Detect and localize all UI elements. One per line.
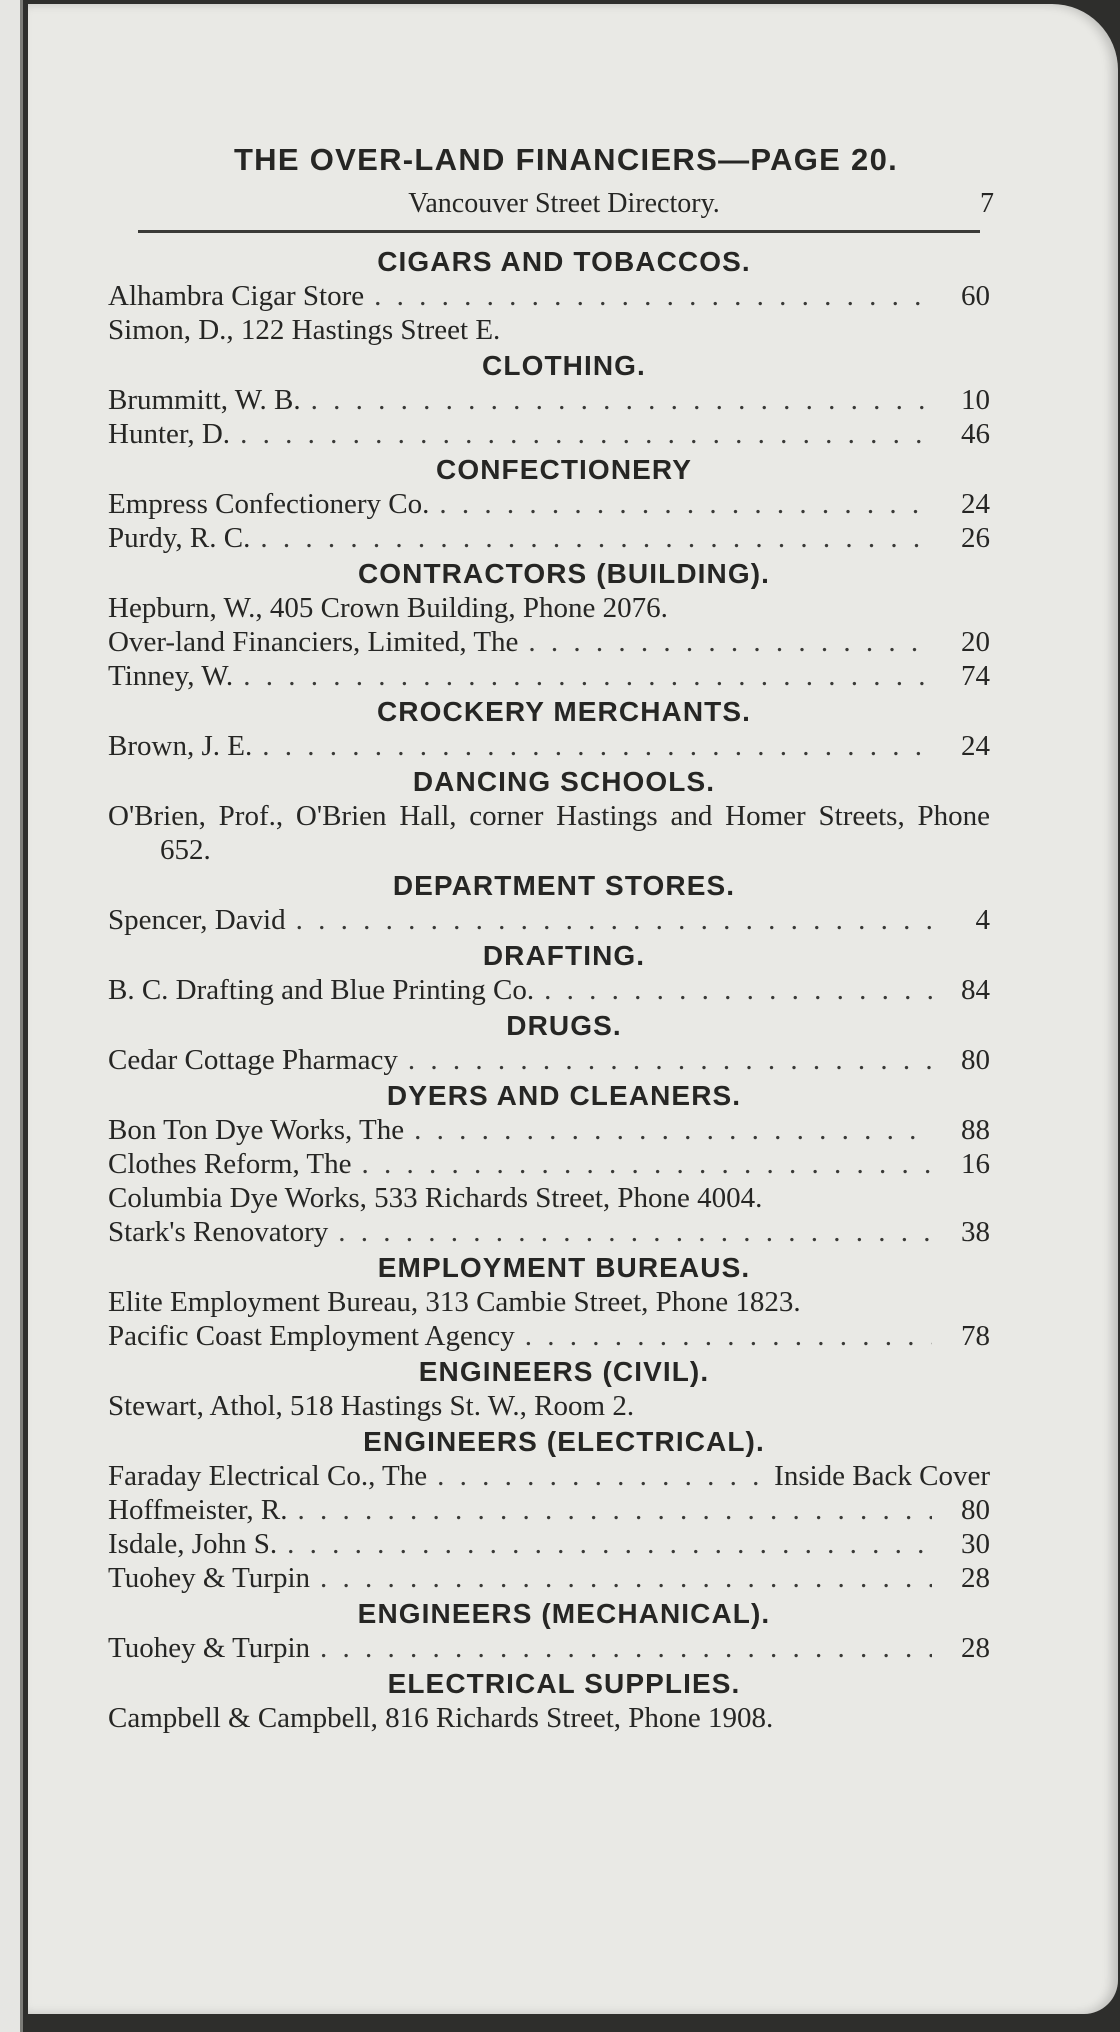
dot-leader (262, 729, 932, 763)
listing-name: Bon Ton Dye Works, The (108, 1114, 405, 1146)
listing-name: Hoffmeister, R. (108, 1494, 288, 1526)
listing-name: Stark's Renovatory (108, 1216, 329, 1248)
listing-entry (108, 1459, 990, 1493)
listing-entry (108, 383, 990, 417)
section-heading: ENGINEERS (CIVIL). (418, 1356, 710, 1387)
listing-page: 38 (961, 1216, 990, 1248)
listing-entry (108, 1631, 990, 1665)
listing-name: Empress Confectionery Co. (108, 488, 430, 520)
page-number: 7 (980, 188, 994, 219)
listing-name: Tuohey & Turpin (108, 1562, 311, 1594)
listing-name: Tinney, W. (108, 660, 234, 692)
dot-leader (439, 487, 932, 521)
listing-entry (108, 659, 990, 693)
listing-page: 84 (961, 974, 990, 1006)
listing-entry (108, 729, 990, 763)
dot-leader (414, 1113, 932, 1147)
listing-entry: Campbell & Campbell, 816 Richards Street, Phone 1908. (108, 1702, 774, 1734)
listing-entry (108, 1561, 990, 1595)
listing-name: Clothes Reform, The (108, 1148, 352, 1180)
listing-entry (108, 521, 990, 555)
listing-entry: Columbia Dye Works, 533 Richards Street, Phone 4004. (108, 1182, 763, 1214)
section-heading: CLOTHING. (482, 350, 646, 381)
listing-entry (108, 1527, 990, 1561)
listing-name: Alhambra Cigar Store (108, 280, 365, 312)
listing-name: Cedar Cottage Pharmacy (108, 1044, 398, 1076)
listing-page: 24 (961, 730, 990, 762)
listing-entry: O'Brien, Prof., O'Brien Hall, corner Hastings and Homer Streets, Phone 652. (108, 800, 990, 866)
listing-entry (108, 903, 990, 937)
listing-entry: Simon, D., 122 Hastings Street E. (108, 314, 501, 346)
section-heading: DEPARTMENT STORES. (392, 870, 736, 901)
listing-page: 16 (961, 1148, 990, 1180)
header-rule (138, 230, 980, 233)
listing-page: 4 (975, 904, 990, 936)
listing-entry (108, 487, 990, 521)
dot-leader (260, 521, 932, 555)
listing-page: 26 (961, 522, 990, 554)
dot-leader (311, 383, 932, 417)
section-heading: CIGARS AND TOBACCOS. (377, 246, 751, 277)
listing-entry: Elite Employment Bureau, 313 Cambie Street, Phone 1823. (108, 1286, 801, 1318)
directory-page (28, 4, 1118, 2014)
listing-entry: Hepburn, W., 405 Crown Building, Phone 2076. (108, 592, 668, 624)
listing-name: Purdy, R. C. (108, 522, 251, 554)
listing-entry (108, 1147, 990, 1181)
listing-page: 78 (961, 1320, 990, 1352)
listing-name: Tuohey & Turpin (108, 1632, 311, 1664)
listing-name: Isdale, John S. (108, 1528, 278, 1560)
listing-page: 28 (961, 1562, 990, 1594)
dot-leader (287, 1527, 932, 1561)
listing-page: 46 (961, 418, 990, 450)
section-heading: DRUGS. (506, 1010, 622, 1041)
directory-title-line (138, 182, 994, 226)
dot-leader (437, 1459, 760, 1493)
dot-leader (408, 1043, 932, 1077)
section-heading: CONFECTIONERY (436, 454, 692, 485)
listing-page: 20 (961, 626, 990, 658)
listing-name: Faraday Electrical Co., The (108, 1460, 428, 1492)
listing-page: 60 (961, 280, 990, 312)
dot-leader (240, 417, 932, 451)
dot-leader (243, 659, 932, 693)
dot-leader (296, 903, 932, 937)
dot-leader (320, 1561, 932, 1595)
listing-entry (108, 625, 990, 659)
section-heading: DRAFTING. (482, 940, 646, 971)
section-heading: EMPLOYMENT BUREAUS. (377, 1252, 751, 1283)
section-heading: ENGINEERS (MECHANICAL). (357, 1598, 771, 1629)
dot-leader (362, 1147, 932, 1181)
listing-page: 88 (961, 1114, 990, 1146)
page-content (108, 138, 994, 1735)
listing-page: 80 (961, 1044, 990, 1076)
listing-name: Over-land Financiers, Limited, The (108, 626, 519, 658)
listing-entry (108, 1215, 990, 1249)
section-heading: DYERS AND CLEANERS. (386, 1080, 742, 1111)
listing-name: Pacific Coast Employment Agency (108, 1320, 515, 1352)
facing-page-edge (0, 0, 23, 2032)
listing-entry (108, 1493, 990, 1527)
dot-leader (544, 973, 932, 1007)
section-heading: DANCING SCHOOLS. (412, 766, 716, 797)
listing-page: 80 (961, 1494, 990, 1526)
listing-name: B. C. Drafting and Blue Printing Co. (108, 974, 535, 1006)
listing-entry (108, 1319, 990, 1353)
listing-entry: Stewart, Athol, 518 Hastings St. W., Room 2. (108, 1390, 635, 1422)
listing-entry (108, 1043, 990, 1077)
listing-name: Hunter, D. (108, 418, 231, 450)
listing-page: 10 (961, 384, 990, 416)
listing-page: 74 (961, 660, 990, 692)
listing-entry (108, 1113, 990, 1147)
listing-page: Inside Back Cover (774, 1460, 990, 1492)
listing-name: Spencer, David (108, 904, 286, 936)
listing-entry (108, 417, 990, 451)
listing-name: Brummitt, W. B. (108, 384, 301, 416)
running-head: THE OVER-LAND FINANCIERS—PAGE 20. (233, 142, 899, 177)
dot-leader (374, 279, 932, 313)
section-heading: ELECTRICAL SUPPLIES. (387, 1668, 741, 1699)
listing-page: 28 (961, 1632, 990, 1664)
dot-leader (320, 1631, 932, 1665)
dot-leader (528, 625, 932, 659)
directory-sections (108, 245, 990, 1735)
listing-entry (108, 973, 990, 1007)
directory-title: Vancouver Street Directory. (408, 188, 720, 219)
section-heading: ENGINEERS (ELECTRICAL). (363, 1426, 765, 1457)
dot-leader (298, 1493, 932, 1527)
listing-page: 30 (961, 1528, 990, 1560)
listing-page: 24 (961, 488, 990, 520)
dot-leader (338, 1215, 932, 1249)
listing-name: Brown, J. E. (108, 730, 253, 762)
section-heading: CROCKERY MERCHANTS. (376, 696, 752, 727)
dot-leader (525, 1319, 932, 1353)
listing-entry (108, 279, 990, 313)
section-heading: CONTRACTORS (BUILDING). (357, 558, 771, 589)
